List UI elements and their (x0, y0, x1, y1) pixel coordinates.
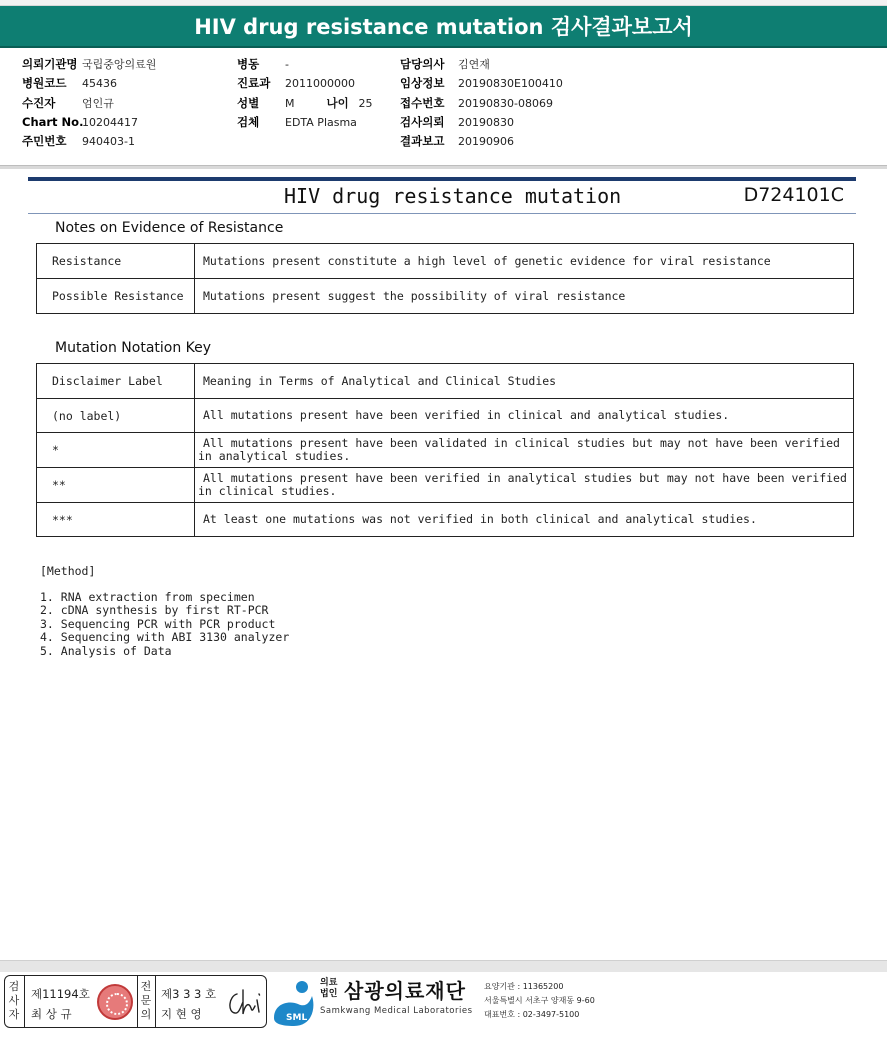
table-row (37, 433, 854, 468)
notation-text (195, 364, 854, 399)
department-value: 2011000000 (285, 77, 355, 91)
request-date-value: 20190830 (458, 115, 514, 129)
info-row-request-date (400, 113, 563, 132)
label: 검사의뢰 (400, 114, 445, 129)
evidence-table (36, 243, 854, 314)
org-name: 삼광의료재단 (344, 979, 466, 1003)
label: Chart No. (22, 114, 84, 129)
notation-line: All mutations present have been verified in clinical and analytical studies. (203, 408, 730, 422)
logo-text: SML (286, 1013, 308, 1023)
method-heading: [Method] (40, 564, 96, 578)
divider (24, 976, 25, 1027)
hospital-value: 국립중앙의료원 (82, 58, 157, 71)
label: 성별 (237, 95, 260, 110)
section-divider (0, 165, 887, 169)
org-type: 의료법인 (320, 978, 338, 999)
report-title: HIV drug resistance mutation (284, 184, 622, 208)
info-row-sex-age (237, 94, 373, 113)
evidence-label: Resistance (37, 244, 195, 279)
table-row (37, 468, 854, 503)
info-row-physician (400, 55, 563, 74)
specialist-license: 제3 3 3 호 (161, 987, 217, 1001)
report-code: D724101C (743, 184, 844, 206)
signature-icon (223, 986, 265, 1020)
notation-label: * (37, 433, 195, 468)
notation-label: Disclaimer Label (37, 364, 195, 399)
table-row (37, 244, 854, 279)
info-row-ward (237, 55, 373, 74)
info-row-specimen (237, 113, 373, 132)
label: 병원코드 (22, 76, 67, 91)
examiner-license: 제11194호 (31, 987, 90, 1001)
report-title-rule (28, 213, 856, 214)
info-row-hospital (22, 55, 156, 74)
age-label: 나이 (326, 95, 349, 110)
specialist-label: 전문의 (140, 980, 152, 1021)
label: 결과보고 (400, 134, 445, 149)
info-row-clinical-info (400, 74, 563, 93)
info-row-receipt-no (400, 94, 563, 113)
receipt-no-value: 20190830-08069 (458, 96, 553, 110)
evidence-label: Possible Resistance (37, 279, 195, 314)
clinical-info-value: 20190830E100410 (458, 77, 563, 91)
notation-label: ** (37, 468, 195, 503)
resident-no-value: 940403-1 (82, 135, 135, 149)
ward-value: - (285, 58, 289, 71)
info-row-examinee (22, 94, 156, 113)
info-row-report-date (400, 132, 563, 151)
label: 주민번호 (22, 134, 67, 149)
info-row-resident-no (22, 132, 156, 151)
method-item: 3. Sequencing PCR with PCR product (40, 616, 276, 631)
info-row-department (237, 74, 373, 93)
notation-text (195, 503, 854, 537)
table-row (37, 503, 854, 537)
label: 진료과 (237, 76, 271, 91)
report-title-bar (28, 184, 856, 212)
evidence-heading: Notes on Evidence of Resistance (55, 220, 284, 236)
footer-band (0, 960, 887, 972)
notation-line: Meaning in Terms of Analytical and Clinical Studies (203, 373, 557, 388)
report-header-title: HIV drug resistance mutation 검사결과보고서 (0, 6, 887, 48)
seal-stamp-icon (97, 984, 133, 1020)
label: 검체 (237, 114, 260, 129)
notation-line: All mutations present have been verified in analytical studies but may not have been verified (203, 471, 847, 485)
physician-value: 김연재 (458, 58, 490, 71)
notation-text (195, 433, 854, 468)
sml-logo-icon (272, 978, 318, 1028)
specimen-value: EDTA Plasma (285, 115, 357, 129)
notation-label: (no label) (37, 399, 195, 433)
table-row (37, 279, 854, 314)
address: 서울특별시 서초구 양재동 9-60 (484, 996, 595, 1005)
method-item: 5. Analysis of Data (40, 643, 172, 658)
method-item: 1. RNA extraction from specimen (40, 590, 255, 604)
notation-line: All mutations present have been validated in clinical studies but may not have been verified (203, 436, 840, 450)
notation-text (195, 399, 854, 433)
evidence-text: Mutations present suggest the possibility of viral resistance (195, 279, 854, 314)
divider (137, 976, 138, 1027)
hospital-code-value: 45436 (82, 77, 117, 91)
signature-box (4, 975, 267, 1028)
patient-info-col-2 (237, 55, 373, 132)
table-row (37, 364, 854, 399)
chart-no-value: 10204417 (82, 115, 138, 129)
info-row-hospital-code (22, 74, 156, 93)
table-row (37, 399, 854, 433)
info-row-chart-no (22, 113, 156, 132)
notation-heading: Mutation Notation Key (55, 340, 212, 356)
patient-info-col-1 (22, 55, 156, 151)
examiner-name: 최 상 규 (31, 1007, 72, 1021)
specialist-name: 지 현 영 (161, 1007, 202, 1021)
report-top-rule (28, 177, 856, 181)
report-date-value: 20190906 (458, 135, 514, 149)
label: 의뢰기관명 (22, 57, 78, 71)
evidence-text: Mutations present constitute a high level of genetic evidence for viral resistance (195, 244, 854, 279)
label: 접수번호 (400, 95, 445, 110)
label: 담당의사 (400, 57, 445, 71)
label: 임상정보 (400, 76, 445, 91)
notation-text (195, 468, 854, 503)
contact-info (484, 980, 595, 1022)
notation-line: in analytical studies. (198, 449, 351, 463)
label: 병동 (237, 57, 260, 71)
patient-info-col-3 (400, 55, 563, 151)
notation-table (36, 363, 854, 537)
org-name-en: Samkwang Medical Laboratories (320, 1006, 473, 1016)
examiner-label: 검사자 (8, 980, 20, 1021)
sex-value: M (285, 96, 295, 110)
method-item: 2. cDNA synthesis by first RT-PCR (40, 603, 269, 618)
label: 수진자 (22, 95, 56, 110)
notation-label: *** (37, 503, 195, 537)
notation-line: in clinical studies. (198, 484, 337, 498)
examinee-value: 엄인규 (82, 96, 114, 110)
divider (155, 976, 156, 1027)
method-section (40, 564, 289, 658)
care-number: 요양기관 : 11365200 (484, 982, 564, 991)
age-value: 25 (358, 96, 373, 110)
notation-line: At least one mutations was not verified in both clinical and analytical studies. (203, 512, 757, 526)
phone-number: 대표번호 : 02-3497-5100 (484, 1010, 580, 1019)
method-item: 4. Sequencing with ABI 3130 analyzer (40, 630, 290, 645)
